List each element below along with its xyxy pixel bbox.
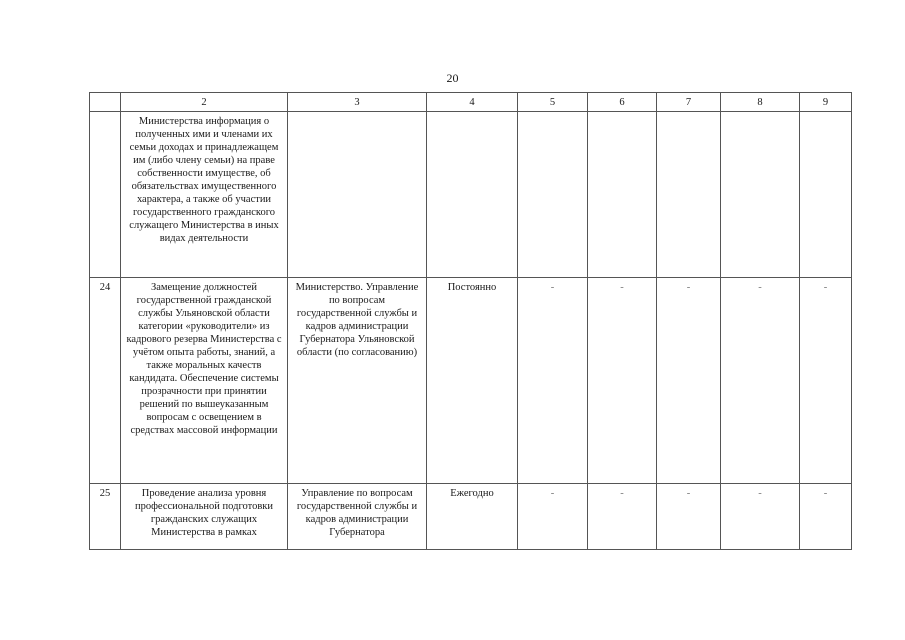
header-cell-2: 2 — [121, 93, 288, 112]
header-cell-3: 3 — [288, 93, 427, 112]
row-number-cell: 25 — [90, 484, 121, 550]
activity-cell: Министерства информация о полученных ими и членами их семьи доходах и принадлежащем им (либо члену семьи) на праве собственности имуществе, об обязательствах имущественного характера, а также об участии государственного гражданского служащего Министерства в иных видах деятельности — [121, 112, 288, 278]
table-row — [90, 484, 852, 550]
col5-cell: - — [518, 484, 588, 550]
row-number-cell — [90, 112, 121, 278]
header-cell-7: 7 — [657, 93, 721, 112]
col9-cell — [800, 112, 852, 278]
col6-cell: - — [588, 484, 657, 550]
row-number-cell: 24 — [90, 278, 121, 484]
header-cell-9: 9 — [800, 93, 852, 112]
col6-cell: - — [588, 278, 657, 484]
col9-cell: - — [800, 484, 852, 550]
col7-cell: - — [657, 278, 721, 484]
col8-cell — [721, 112, 800, 278]
page-number: 20 — [446, 71, 459, 85]
header-cell-6: 6 — [588, 93, 657, 112]
header-cell-4: 4 — [427, 93, 518, 112]
term-cell: Ежегодно — [427, 484, 518, 550]
col8-cell: - — [721, 278, 800, 484]
col8-cell: - — [721, 484, 800, 550]
activity-cell: Проведение анализа уровня профессиональной подготовки гражданских служащих Министерства в рамках — [121, 484, 288, 550]
term-cell — [427, 112, 518, 278]
table-row — [90, 112, 852, 278]
measures-table — [89, 92, 852, 550]
header-cell-5: 5 — [518, 93, 588, 112]
term-cell: Постоянно — [427, 278, 518, 484]
col6-cell — [588, 112, 657, 278]
responsible-cell: Управление по вопросам государственной службы и кадров администрации Губернатора — [288, 484, 427, 550]
activity-cell: Замещение должностей государственной гражданской службы Ульяновской области категории «руководители» из кадрового резерва Министерства с учётом опыта работы, знаний, а также моральных качеств кандидата. Обеспечение системы прозрачности при принятии решений по вышеуказанным вопросам с освещением в средствах массовой информации — [121, 278, 288, 484]
col7-cell — [657, 112, 721, 278]
column-number-header-row — [90, 93, 852, 112]
col5-cell: - — [518, 278, 588, 484]
table-row — [90, 278, 852, 484]
header-cell-1 — [90, 93, 121, 112]
col7-cell: - — [657, 484, 721, 550]
header-cell-8: 8 — [721, 93, 800, 112]
responsible-cell: Министерство. Управление по вопросам государственной службы и кадров администрации Губернатора Ульяновской области (по согласованию) — [288, 278, 427, 484]
responsible-cell — [288, 112, 427, 278]
col5-cell — [518, 112, 588, 278]
col9-cell: - — [800, 278, 852, 484]
